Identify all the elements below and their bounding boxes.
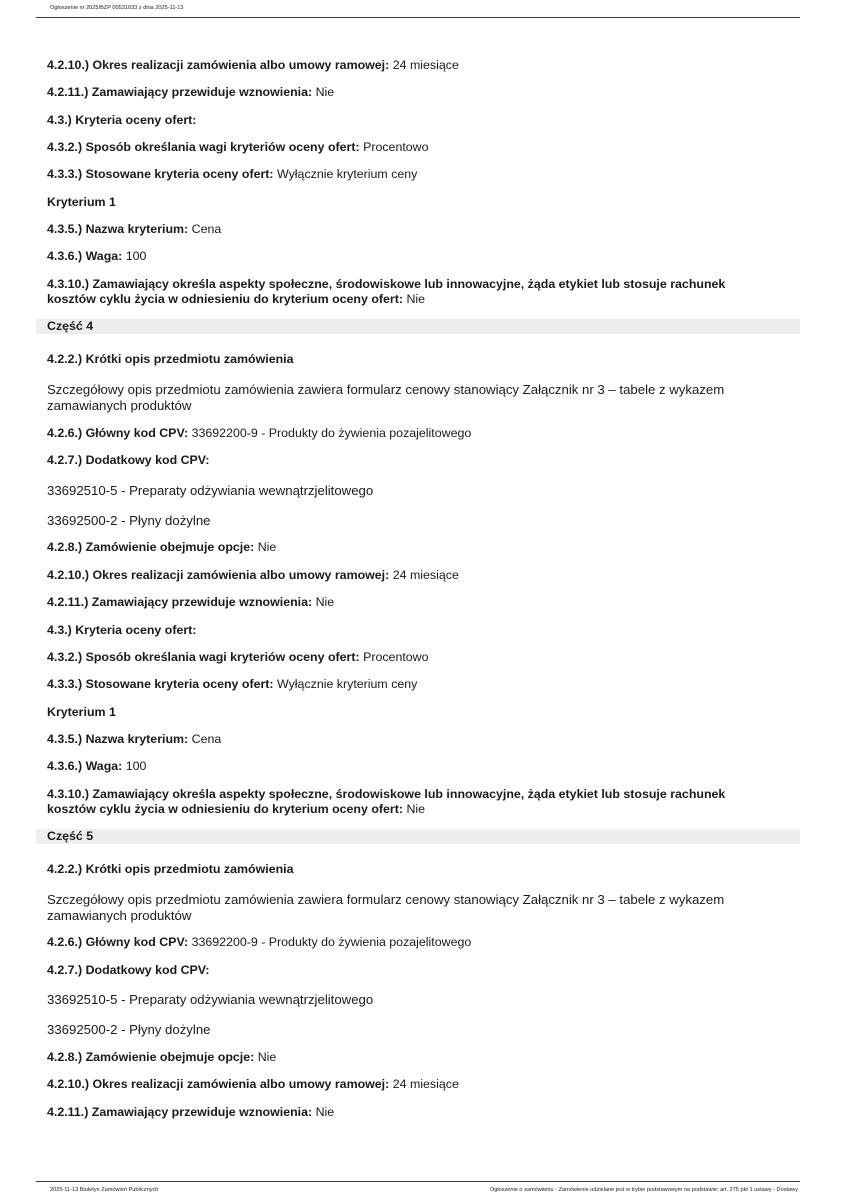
header-notice-id: Ogłoszenie nr 2025/BZP 00531033 z dnia 2025-11-13: [50, 5, 184, 11]
field-criteria-aspects: 4.3.10.) Zamawiający określa aspekty społeczne, środowiskowe lub innowacyjne, żąda etykiet lub stosuje rachunek kosztów cyklu życia w odniesieniu do kryterium oceny ofert: Nie: [47, 787, 726, 816]
short-description-text: Szczegółowy opis przedmiotu zamówienia zawiera formularz cenowy stanowiący Załącznik nr 3 – tabele z wykazem zamawianych produktów: [47, 382, 725, 413]
additional-cpv-item: 33692500-2 - Płyny dożylne: [47, 1022, 211, 1037]
section-bar-part-5: [36, 829, 800, 844]
field-criterion-name: 4.3.5.) Nazwa kryterium: Cena: [47, 732, 222, 746]
additional-cpv-item: 33692510-5 - Preparaty odżywiania wewnątrzjelitowego: [47, 992, 374, 1007]
field-contract-period: 4.2.10.) Okres realizacji zamówienia albo umowy ramowej: 24 miesiące: [47, 58, 459, 72]
field-applied-criteria: 4.3.3.) Stosowane kryteria oceny ofert: Wyłącznie kryterium ceny: [47, 677, 418, 691]
field-weight-method: 4.3.2.) Sposób określania wagi kryteriów oceny ofert: Procentowo: [47, 140, 429, 154]
criterion-title: Kryterium 1: [47, 195, 116, 209]
field-contract-period: 4.2.10.) Okres realizacji zamówienia albo umowy ramowej: 24 miesiące: [47, 568, 459, 582]
field-criteria-heading: 4.3.) Kryteria oceny ofert:: [47, 113, 197, 127]
field-contract-period: 4.2.10.) Okres realizacji zamówienia albo umowy ramowej: 24 miesiące: [47, 1077, 459, 1091]
page-header: [36, 0, 800, 18]
field-main-cpv: 4.2.6.) Główny kod CPV: 33692200-9 - Produkty do żywienia pozajelitowego: [47, 426, 472, 440]
field-criterion-name: 4.3.5.) Nazwa kryterium: Cena: [47, 222, 222, 236]
field-criteria-heading: 4.3.) Kryteria oceny ofert:: [47, 623, 197, 637]
additional-cpv-item: 33692500-2 - Płyny dożylne: [47, 513, 211, 528]
field-renewals: 4.2.11.) Zamawiający przewiduje wznowienia: Nie: [47, 1105, 335, 1119]
section-title-part-5: Część 5: [47, 829, 94, 843]
field-renewals: 4.2.11.) Zamawiający przewiduje wznowienia: Nie: [47, 85, 335, 99]
field-main-cpv: 4.2.6.) Główny kod CPV: 33692200-9 - Produkty do żywienia pozajelitowego: [47, 935, 472, 949]
field-criterion-weight: 4.3.6.) Waga: 100: [47, 249, 147, 263]
field-renewals: 4.2.11.) Zamawiający przewiduje wznowienia: Nie: [47, 595, 335, 609]
field-weight-method: 4.3.2.) Sposób określania wagi kryteriów oceny ofert: Procentowo: [47, 650, 429, 664]
field-criterion-weight: 4.3.6.) Waga: 100: [47, 759, 147, 773]
additional-cpv-item: 33692510-5 - Preparaty odżywiania wewnątrzjelitowego: [47, 483, 374, 498]
footer-notice-type: Ogłoszenie o zamówieniu - Zamówienie udzielane jest w trybie podstawowym na podstawie: art. 275 pkt 1 ustawy - Dostawy: [489, 1187, 798, 1193]
field-options: 4.2.8.) Zamówienie obejmuje opcje: Nie: [47, 540, 277, 554]
criterion-title: Kryterium 1: [47, 705, 116, 719]
field-short-description: 4.2.2.) Krótki opis przedmiotu zamówienia: [47, 352, 294, 366]
footer-divider: [36, 1181, 800, 1182]
field-additional-cpv: 4.2.7.) Dodatkowy kod CPV:: [47, 453, 210, 467]
field-criteria-aspects: 4.3.10.) Zamawiający określa aspekty społeczne, środowiskowe lub innowacyjne, żąda etykiet lub stosuje rachunek kosztów cyklu życia w odniesieniu do kryterium oceny ofert: Nie: [47, 277, 726, 306]
short-description-text: Szczegółowy opis przedmiotu zamówienia zawiera formularz cenowy stanowiący Załącznik nr 3 – tabele z wykazem zamawianych produktów: [47, 892, 725, 923]
field-options: 4.2.8.) Zamówienie obejmuje opcje: Nie: [47, 1050, 277, 1064]
field-additional-cpv: 4.2.7.) Dodatkowy kod CPV:: [47, 963, 210, 977]
footer-publication: 2025-11-13 Biuletyn Zamówień Publicznych: [50, 1187, 159, 1193]
section-bar-part-4: [36, 319, 800, 334]
field-short-description: 4.2.2.) Krótki opis przedmiotu zamówienia: [47, 862, 294, 876]
section-title-part-4: Część 4: [47, 319, 94, 333]
field-applied-criteria: 4.3.3.) Stosowane kryteria oceny ofert: Wyłącznie kryterium ceny: [47, 167, 418, 181]
